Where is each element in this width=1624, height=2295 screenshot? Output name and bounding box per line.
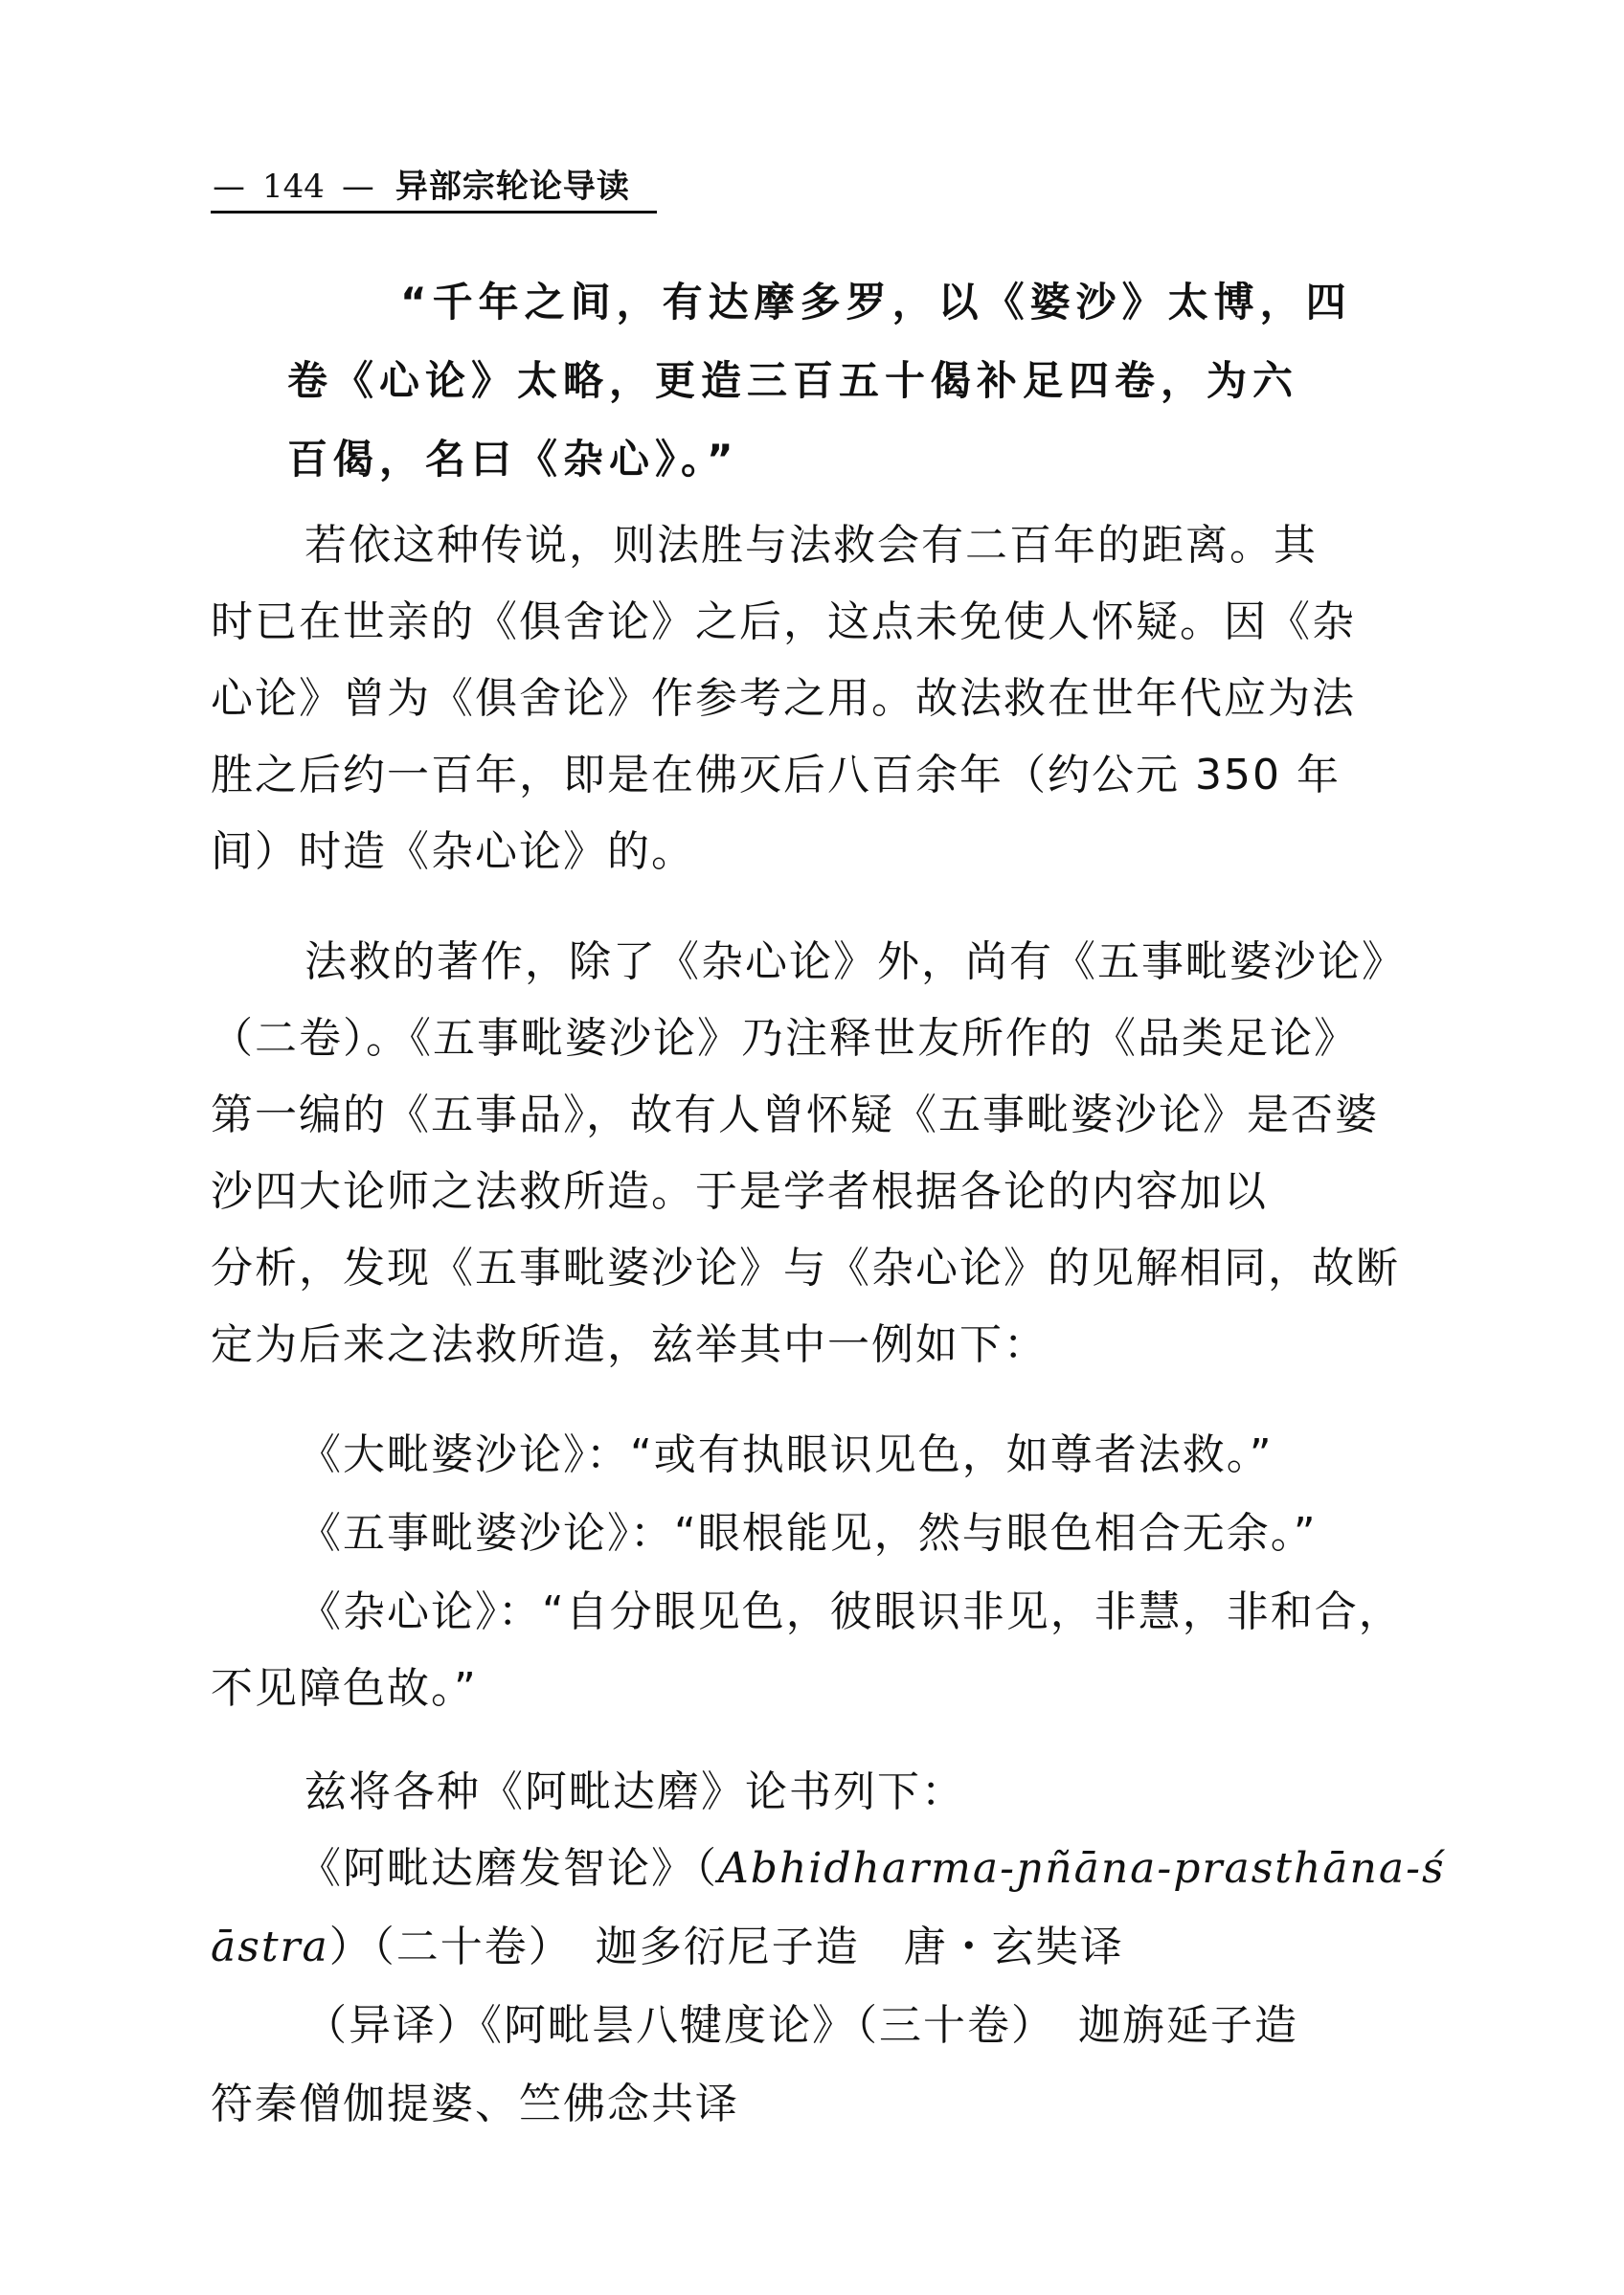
book-title: 异部宗轮论导读 xyxy=(395,168,630,206)
header-rule xyxy=(211,211,657,214)
list-item-1-line-2 xyxy=(211,1919,1124,1976)
citation-zaxin-line-1: 《杂心论》：“自分眼见色，彼眼识非见，非慧，非和合， xyxy=(299,1587,1403,1636)
running-header xyxy=(213,163,663,211)
quote-line-3: 百偈，名曰《杂心》。” xyxy=(287,436,739,483)
para1-line-5: 间）时造《杂心论》的。 xyxy=(211,827,695,876)
para1-line-1: 若依这种传说，则法胜与法救会有二百年的距离。其 xyxy=(304,521,1318,570)
list-item-1-skt-a: Abhidharma-ɲñāna-prasthāna-ś xyxy=(718,1844,1446,1893)
quote-line-1: “千年之间，有达摩多罗，以《婆沙》太博，四 xyxy=(400,279,1352,326)
header-dash-right: — xyxy=(341,168,374,206)
para2-line-4: 沙四大论师之法救所造。于是学者根据各论的内容加以 xyxy=(211,1167,1268,1216)
list-item-2-line-1: （异译）《阿毗昙八犍度论》（三十卷） 迦旃延子造 xyxy=(304,2001,1298,2050)
para2-line-1: 法救的著作，除了《杂心论》外，尚有《五事毗婆沙论》 xyxy=(304,937,1406,986)
citation-mahavibhasa: 《大毗婆沙论》：“或有执眼识见色，如尊者法救。” xyxy=(299,1430,1274,1479)
list-item-2-line-2: 符秦僧伽提婆、竺佛念共译 xyxy=(211,2080,739,2128)
quote-line-2: 卷《心论》太略，更造三百五十偈补足四卷，为六 xyxy=(287,357,1299,404)
para2-line-5: 分析，发现《五事毗婆沙论》与《杂心论》的见解相同，故断 xyxy=(211,1244,1400,1293)
para2-line-2: （二卷）。《五事毗婆沙论》乃注释世友所作的《品类足论》 xyxy=(211,1014,1358,1063)
list-item-1-skt-b: āstra xyxy=(211,1923,329,1971)
para1-line-4: 胜之后约一百年，即是在佛灭后八百余年（约公元 350 年 xyxy=(211,751,1341,799)
para2-line-6: 定为后来之法救所造，兹举其中一例如下： xyxy=(211,1320,1048,1369)
citation-zaxin-line-2: 不见障色故。” xyxy=(211,1664,478,1713)
list-item-1-rest: ）（二十卷） 迦多衍尼子造 唐・玄奘译 xyxy=(328,1923,1124,1971)
para1-line-2: 时已在世亲的《俱舍论》之后，这点未免使人怀疑。因《杂 xyxy=(211,597,1356,646)
list-item-1-title-cn: 《阿毗达磨发智论》（ xyxy=(299,1844,718,1893)
header-dash-left: — xyxy=(213,168,245,206)
citation-pancavastuka: 《五事毗婆沙论》：“眼根能见，然与眼色相合无余。” xyxy=(299,1509,1318,1558)
para1-line-3: 心论》曾为《俱舍论》作参考之用。故法救在世年代应为法 xyxy=(211,674,1356,723)
list-item-1-line-1 xyxy=(299,1840,1446,1898)
para2-line-3: 第一编的《五事品》，故有人曾怀疑《五事毗婆沙论》是否婆 xyxy=(211,1091,1379,1139)
page-number: 144 xyxy=(262,168,325,206)
list-intro: 兹将各种《阿毗达磨》论书列下： xyxy=(304,1767,965,1816)
